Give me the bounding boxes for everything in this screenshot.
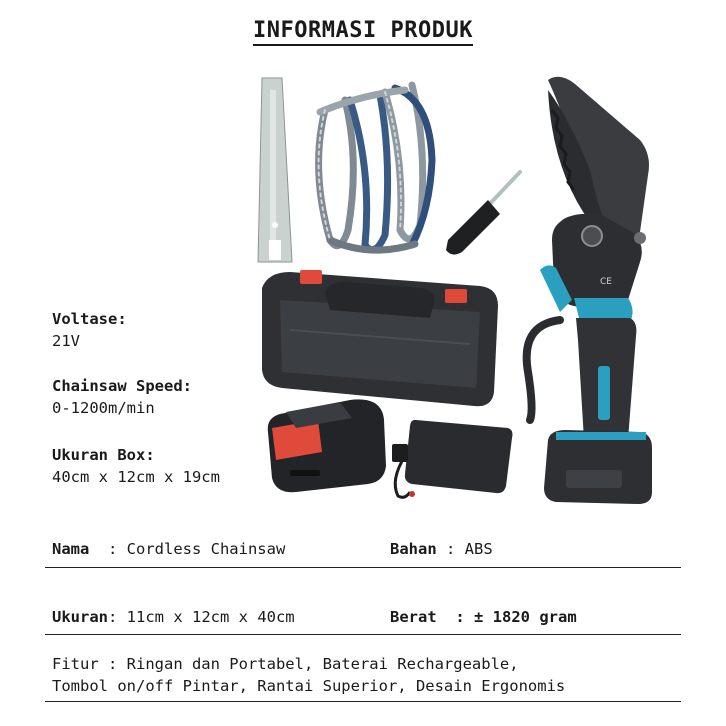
divider: [45, 634, 681, 635]
charger-image: [392, 420, 513, 497]
detail-berat: [390, 608, 577, 626]
guide-bar-image: [258, 78, 292, 262]
spec-chainsaw-speed: [52, 375, 192, 419]
spec-value: 21V: [52, 332, 80, 350]
berat-label: Berat: [390, 608, 437, 626]
divider: [45, 567, 681, 568]
fitur-text: Fitur : Ringan dan Portabel, Baterai Rechargeable,: [52, 655, 519, 673]
ukuran-value: 11cm x 12cm x 40cm: [126, 608, 295, 626]
nama-label: Nama: [52, 540, 90, 558]
detail-fitur-line-1: [52, 655, 519, 673]
page-title: INFORMASI PRODUK: [0, 18, 726, 43]
screwdriver-image: [446, 172, 520, 255]
nama-value: Cordless Chainsaw: [126, 540, 286, 558]
spec-ukuran-box: [52, 444, 220, 488]
spec-label: Voltase:: [52, 310, 127, 328]
ukuran-separator: :: [108, 608, 127, 626]
detail-ukuran: [52, 608, 295, 626]
berat-separator: :: [436, 608, 474, 626]
detail-nama: [52, 540, 285, 558]
saw-chain-image: [319, 85, 432, 250]
bahan-separator: :: [436, 540, 465, 558]
ukuran-label: Ukuran: [52, 608, 108, 626]
nama-separator: :: [89, 540, 127, 558]
fitur-text: Tombol on/off Pintar, Rantai Superior, Desain Ergonomis: [52, 677, 566, 695]
detail-fitur-line-2: [52, 677, 565, 695]
spec-label: Ukuran Box:: [52, 446, 155, 464]
battery-image: [268, 399, 386, 492]
detail-bahan: [390, 540, 493, 558]
spec-voltase: [52, 308, 127, 352]
spec-value: 40cm x 12cm x 19cm: [52, 468, 220, 486]
bahan-label: Bahan: [390, 540, 437, 558]
spec-value: 0-1200m/min: [52, 399, 155, 417]
bahan-value: ABS: [464, 540, 493, 558]
chainsaw-image: [527, 77, 652, 504]
divider: [45, 701, 681, 702]
carry-case-image: [262, 270, 498, 406]
spec-label: Chainsaw Speed:: [52, 377, 192, 395]
ce-mark: CE: [600, 277, 612, 287]
berat-value: ± 1820 gram: [474, 608, 577, 626]
